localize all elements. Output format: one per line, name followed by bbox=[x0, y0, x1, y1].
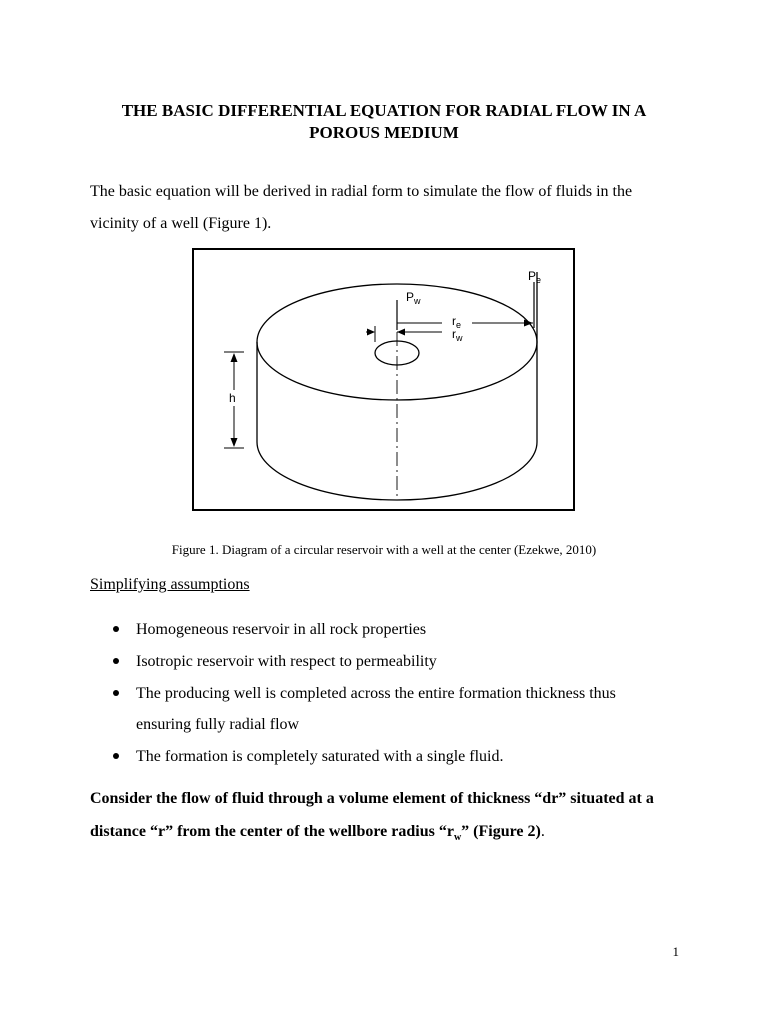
list-item-text: Homogeneous reservoir in all rock properties bbox=[136, 621, 427, 638]
pe-label: $P_e$ bbox=[528, 269, 542, 285]
rw-label: $r_w$ bbox=[452, 327, 463, 343]
consider-line-2 bbox=[90, 815, 710, 854]
list-item bbox=[112, 741, 702, 772]
consider-line-2-ref: ” (Figure 2) bbox=[461, 823, 541, 840]
rw-arrowhead-right bbox=[397, 329, 405, 336]
h-arrowhead-bottom bbox=[231, 438, 238, 447]
list-item bbox=[112, 646, 702, 677]
rw-subscript: w bbox=[453, 832, 462, 844]
list-item-text: The producing well is completed across the entire formation thickness thus bbox=[136, 685, 616, 702]
reservoir-diagram bbox=[194, 250, 577, 513]
list-item bbox=[112, 614, 702, 645]
figure-1-caption: Figure 1. Diagram of a circular reservoir with a well at the center (Ezekwe, 2010) bbox=[171, 542, 597, 557]
figure-1-diagram bbox=[192, 248, 575, 511]
h-arrowhead-top bbox=[231, 353, 238, 362]
consider-line-2-period: . bbox=[540, 823, 545, 840]
list-item-text-continued: ensuring fully radial flow bbox=[136, 716, 300, 733]
assumptions-list bbox=[112, 614, 702, 773]
h-label: h bbox=[229, 391, 236, 405]
consider-line-2-text: distance “r” from the center of the wellbore radius “r bbox=[90, 823, 454, 840]
section-heading: Simplifying assumptions bbox=[90, 576, 250, 593]
consider-line-1: Consider the flow of fluid through a volume element of thickness “dr” situated at a bbox=[90, 790, 654, 807]
title-line-1: THE BASIC DIFFERENTIAL EQUATION FOR RADIAL FLOW IN A bbox=[121, 101, 647, 120]
consider-paragraph bbox=[90, 782, 710, 854]
list-item-text: The formation is completely saturated with a single fluid. bbox=[136, 748, 504, 765]
pw-label: $P_w$ bbox=[406, 290, 421, 306]
title-line-2: POROUS MEDIUM bbox=[309, 123, 459, 142]
list-item bbox=[112, 678, 702, 740]
page-number: 1 bbox=[672, 944, 679, 959]
re-label: $r_e$ bbox=[452, 314, 462, 330]
list-item-text: Isotropic reservoir with respect to permeability bbox=[136, 653, 437, 670]
intro-paragraph bbox=[90, 176, 700, 240]
intro-line-1: The basic equation will be derived in radial form to simulate the flow of fluids in the bbox=[90, 183, 633, 200]
intro-line-2: vicinity of a well (Figure 1). bbox=[90, 215, 272, 232]
rw-arrowhead-left bbox=[367, 329, 375, 336]
document-title bbox=[60, 100, 708, 144]
